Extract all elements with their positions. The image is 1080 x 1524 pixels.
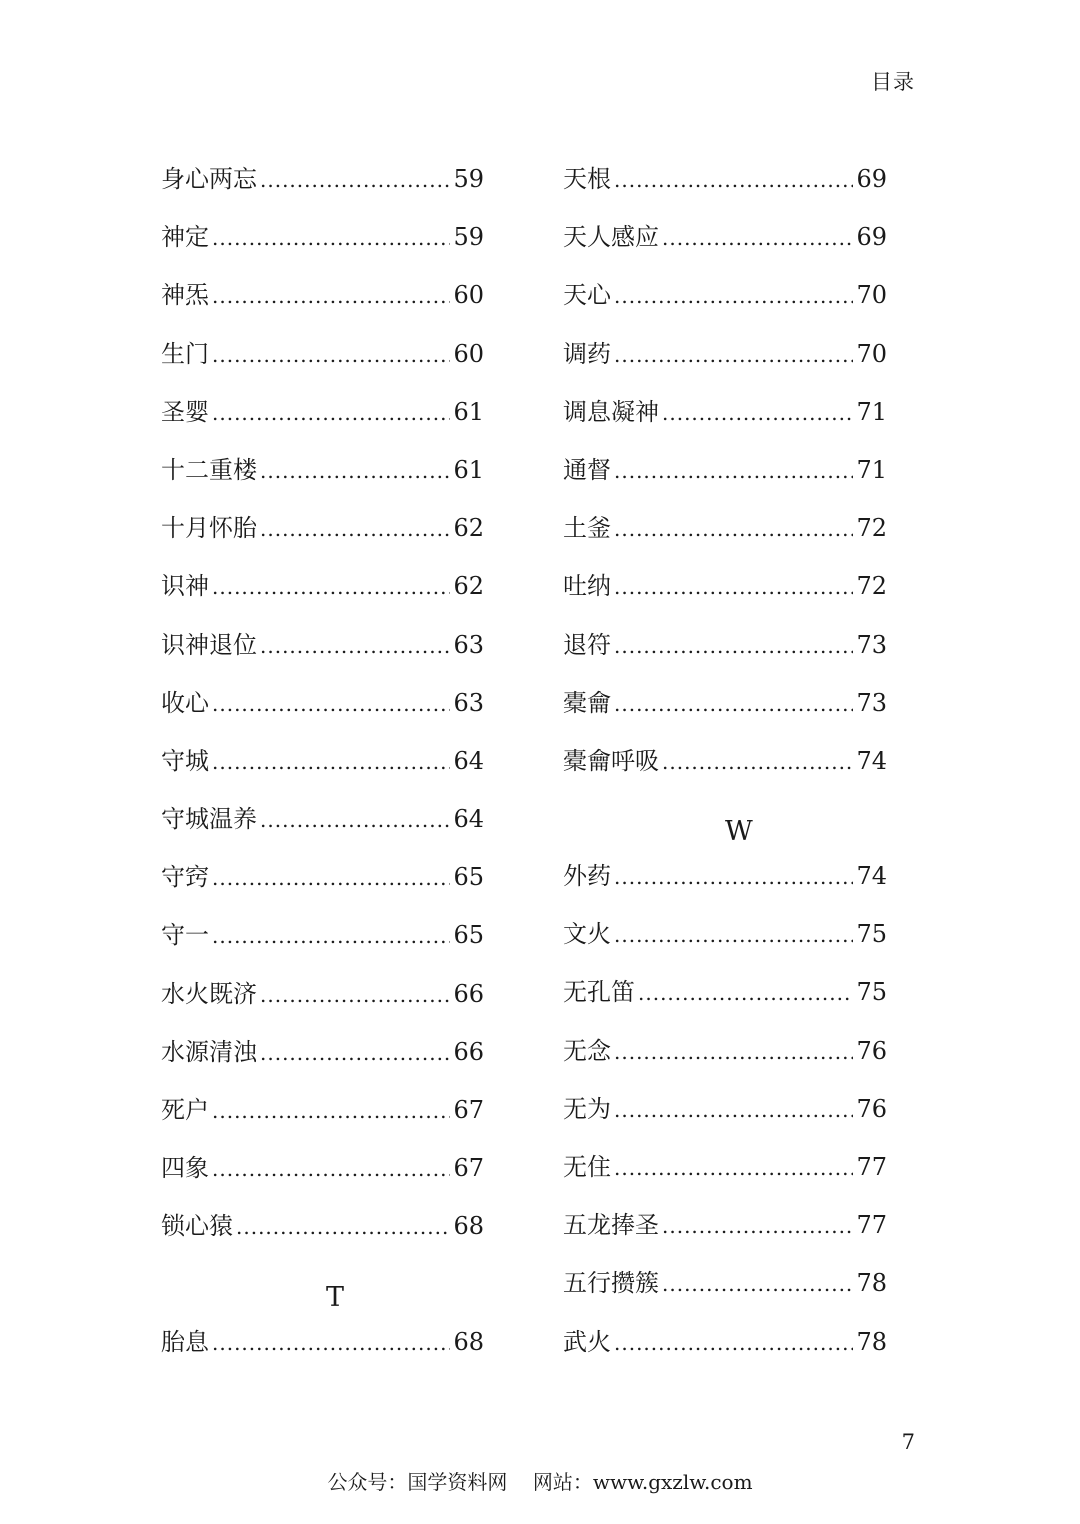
- toc-leader-dots: [614, 326, 853, 384]
- section-letter-t: T: [326, 1282, 345, 1313]
- toc-entry-page: 71: [856, 397, 887, 426]
- toc-entry[interactable]: [563, 499, 887, 557]
- toc-entry-page: 65: [453, 863, 484, 892]
- toc-entry-page: 67: [453, 1154, 484, 1183]
- toc-leader-dots: [614, 675, 853, 733]
- toc-entry[interactable]: [563, 1313, 887, 1371]
- toc-entry-page: 61: [453, 455, 484, 484]
- toc-right-column: [563, 150, 887, 1371]
- toc-entry-page: 62: [453, 572, 484, 601]
- toc-entry[interactable]: [161, 906, 484, 964]
- toc-leader-dots: [614, 1023, 853, 1081]
- toc-entry[interactable]: [563, 441, 887, 499]
- toc-entry-term: 外药: [563, 862, 611, 891]
- toc-entry[interactable]: [161, 1197, 484, 1255]
- toc-entry-page: 78: [856, 1327, 887, 1356]
- footer-website: 网站：www.gxzlw.com: [532, 1470, 753, 1494]
- toc-entry-page: 60: [453, 281, 484, 310]
- toc-entry[interactable]: [161, 848, 484, 906]
- toc-entry-term: 无念: [563, 1036, 611, 1065]
- toc-leader-dots: [614, 848, 853, 906]
- toc-entry[interactable]: [161, 266, 484, 324]
- toc-entry-page: 61: [453, 397, 484, 426]
- toc-entry-page: 60: [453, 339, 484, 368]
- toc-leader-dots: [614, 500, 853, 558]
- toc-entry-page: 66: [453, 1037, 484, 1066]
- toc-entry-page: 72: [856, 572, 887, 601]
- toc-entry[interactable]: [161, 441, 484, 499]
- toc-entry-term: 吐纳: [563, 572, 611, 601]
- toc-entry[interactable]: [161, 1313, 484, 1371]
- toc-entry-page: 75: [856, 978, 887, 1007]
- toc-entry-term: 无住: [563, 1153, 611, 1181]
- toc-leader-dots: [614, 442, 853, 500]
- toc-entry-term: 十月怀胎: [161, 514, 257, 543]
- toc-entry[interactable]: [563, 847, 887, 905]
- section-spacer: [161, 1256, 484, 1313]
- toc-entry-term: 天人感应: [563, 223, 659, 252]
- toc-entry-page: 73: [856, 630, 887, 659]
- toc-entry-page: 74: [856, 862, 887, 891]
- toc-entry[interactable]: [563, 383, 887, 441]
- toc-entry-term: 守窍: [161, 863, 209, 892]
- toc-leader-dots: [212, 1314, 450, 1372]
- toc-entry-page: 77: [856, 1153, 887, 1181]
- toc-entry[interactable]: [563, 963, 887, 1021]
- toc-entry-term: 橐龠呼吸: [563, 746, 659, 775]
- toc-entry-term: 通督: [563, 455, 611, 484]
- toc-entry-term: 身心两忘: [161, 165, 257, 193]
- toc-entry-page: 59: [453, 165, 484, 193]
- toc-leader-dots: [212, 733, 450, 791]
- toc-entry-term: 识神: [161, 572, 209, 601]
- toc-entry[interactable]: [563, 557, 887, 615]
- toc-entry[interactable]: [161, 965, 484, 1023]
- toc-entry-term: 收心: [161, 688, 209, 717]
- footer-account: 公众号：国学资料网: [327, 1470, 508, 1494]
- toc-entry-page: 73: [856, 688, 887, 717]
- toc-entry-page: 69: [856, 223, 887, 252]
- toc-entry-term: 五龙捧圣: [563, 1211, 659, 1240]
- toc-entry-term: 胎息: [161, 1327, 209, 1356]
- toc-entry-page: 63: [453, 688, 484, 717]
- toc-leader-dots: [662, 209, 853, 267]
- toc-entry-term: 水源清浊: [161, 1037, 257, 1066]
- toc-entry[interactable]: [161, 1023, 484, 1081]
- toc-entry-page: 64: [453, 805, 484, 834]
- toc-entry[interactable]: [563, 150, 887, 208]
- toc-entry-page: 77: [856, 1211, 887, 1240]
- toc-leader-dots: [212, 267, 450, 325]
- toc-entry[interactable]: [563, 616, 887, 674]
- toc-leader-dots: [662, 733, 853, 791]
- toc-left-column: [161, 150, 484, 1371]
- toc-entry[interactable]: [563, 325, 887, 383]
- toc-entry[interactable]: [161, 616, 484, 674]
- toc-leader-dots: [662, 384, 853, 442]
- section-letter-w: W: [725, 816, 753, 847]
- toc-leader-dots: [614, 1314, 853, 1372]
- page-header-title: 目录: [871, 70, 915, 94]
- toc-entry-page: 76: [856, 1094, 887, 1123]
- toc-entry-term: 圣婴: [161, 397, 209, 426]
- toc-entry-term: 神定: [161, 223, 209, 252]
- toc-leader-dots: [614, 151, 853, 209]
- toc-leader-dots: [260, 966, 450, 1024]
- toc-entry-page: 76: [856, 1036, 887, 1065]
- toc-leader-dots: [614, 1139, 853, 1197]
- toc-entry-term: 死户: [161, 1096, 209, 1124]
- toc-leader-dots: [260, 500, 450, 558]
- page-footer: [0, 1466, 1080, 1495]
- toc-entry[interactable]: [563, 1022, 887, 1080]
- toc-leader-dots: [662, 1255, 853, 1313]
- toc-leader-dots: [614, 267, 853, 325]
- toc-entry-term: 无孔笛: [563, 978, 635, 1007]
- toc-entry[interactable]: [161, 208, 484, 266]
- toc-entry[interactable]: [161, 732, 484, 790]
- toc-entry-term: 橐龠: [563, 688, 611, 717]
- toc-entry[interactable]: [161, 557, 484, 615]
- toc-leader-dots: [260, 617, 450, 675]
- toc-entry-page: 68: [453, 1212, 484, 1241]
- toc-entry-page: 59: [453, 223, 484, 252]
- toc-entry-term: 五行攒簇: [563, 1269, 659, 1298]
- toc-leader-dots: [212, 384, 450, 442]
- toc-leader-dots: [614, 558, 853, 616]
- toc-entry[interactable]: [161, 499, 484, 557]
- toc-leader-dots: [662, 1197, 853, 1255]
- toc-entry-page: 75: [856, 920, 887, 949]
- toc-leader-dots: [614, 906, 853, 964]
- toc-entry[interactable]: [563, 674, 887, 732]
- toc-entry-term: 守一: [161, 921, 209, 950]
- toc-leader-dots: [212, 907, 450, 965]
- toc-entry[interactable]: [563, 1138, 887, 1196]
- toc-leader-dots: [212, 675, 450, 733]
- toc-entry[interactable]: [563, 208, 887, 266]
- toc-entry-page: 62: [453, 514, 484, 543]
- toc-entry-page: 68: [453, 1327, 484, 1356]
- toc-entry[interactable]: [161, 674, 484, 732]
- toc-entry-term: 守城: [161, 746, 209, 775]
- toc-entry-page: 72: [856, 514, 887, 543]
- toc-entry-term: 无为: [563, 1094, 611, 1123]
- toc-leader-dots: [638, 964, 853, 1022]
- toc-entry-page: 64: [453, 746, 484, 775]
- toc-entry-term: 识神退位: [161, 630, 257, 659]
- toc-leader-dots: [260, 151, 450, 209]
- toc-entry-term: 文火: [563, 920, 611, 949]
- toc-entry[interactable]: [161, 1081, 484, 1139]
- toc-entry-page: 63: [453, 630, 484, 659]
- toc-entry-page: 78: [856, 1269, 887, 1298]
- toc-entry[interactable]: [161, 150, 484, 208]
- toc-leader-dots: [212, 558, 450, 616]
- toc-entry-term: 神炁: [161, 281, 209, 310]
- toc-entry-page: 69: [856, 165, 887, 193]
- toc-entry-page: 66: [453, 979, 484, 1008]
- toc-entry-page: 67: [453, 1096, 484, 1124]
- toc-entry-page: 70: [856, 281, 887, 310]
- page-number: 7: [901, 1430, 915, 1454]
- toc-leader-dots: [614, 617, 853, 675]
- toc-entry-term: 退符: [563, 630, 611, 659]
- toc-entry-term: 守城温养: [161, 805, 257, 834]
- toc-leader-dots: [212, 849, 450, 907]
- toc-entry[interactable]: [563, 1080, 887, 1138]
- toc-entry-term: 土釜: [563, 514, 611, 543]
- toc-entry-page: 65: [453, 921, 484, 950]
- toc-entry-term: 四象: [161, 1154, 209, 1183]
- toc-entry-term: 锁心猿: [161, 1212, 233, 1241]
- toc-leader-dots: [212, 209, 450, 267]
- toc-entry[interactable]: [161, 790, 484, 848]
- toc-leader-dots: [260, 1024, 450, 1082]
- toc-entry[interactable]: [563, 1196, 887, 1254]
- toc-entry-term: 调药: [563, 339, 611, 368]
- toc-entry-term: 调息凝神: [563, 397, 659, 426]
- toc-entry-page: 71: [856, 455, 887, 484]
- toc-entry[interactable]: [161, 325, 484, 383]
- toc-entry-term: 十二重楼: [161, 455, 257, 484]
- toc-entry[interactable]: [563, 1254, 887, 1312]
- toc-entry[interactable]: [563, 266, 887, 324]
- toc-leader-dots: [212, 1140, 450, 1198]
- toc-entry[interactable]: [563, 732, 887, 790]
- toc-entry[interactable]: [563, 905, 887, 963]
- toc-leader-dots: [212, 1082, 450, 1140]
- toc-entry-page: 74: [856, 746, 887, 775]
- toc-leader-dots: [212, 326, 450, 384]
- toc-leader-dots: [614, 1081, 853, 1139]
- toc-entry-term: 水火既济: [161, 979, 257, 1008]
- toc-entry-term: 武火: [563, 1327, 611, 1356]
- toc-entry[interactable]: [161, 383, 484, 441]
- toc-entry-page: 70: [856, 339, 887, 368]
- toc-leader-dots: [260, 791, 450, 849]
- toc-entry[interactable]: [161, 1139, 484, 1197]
- toc-leader-dots: [260, 442, 450, 500]
- toc-entry-term: 生门: [161, 339, 209, 368]
- toc-entry-term: 天根: [563, 165, 611, 193]
- toc-entry-term: 天心: [563, 281, 611, 310]
- toc-leader-dots: [236, 1198, 450, 1256]
